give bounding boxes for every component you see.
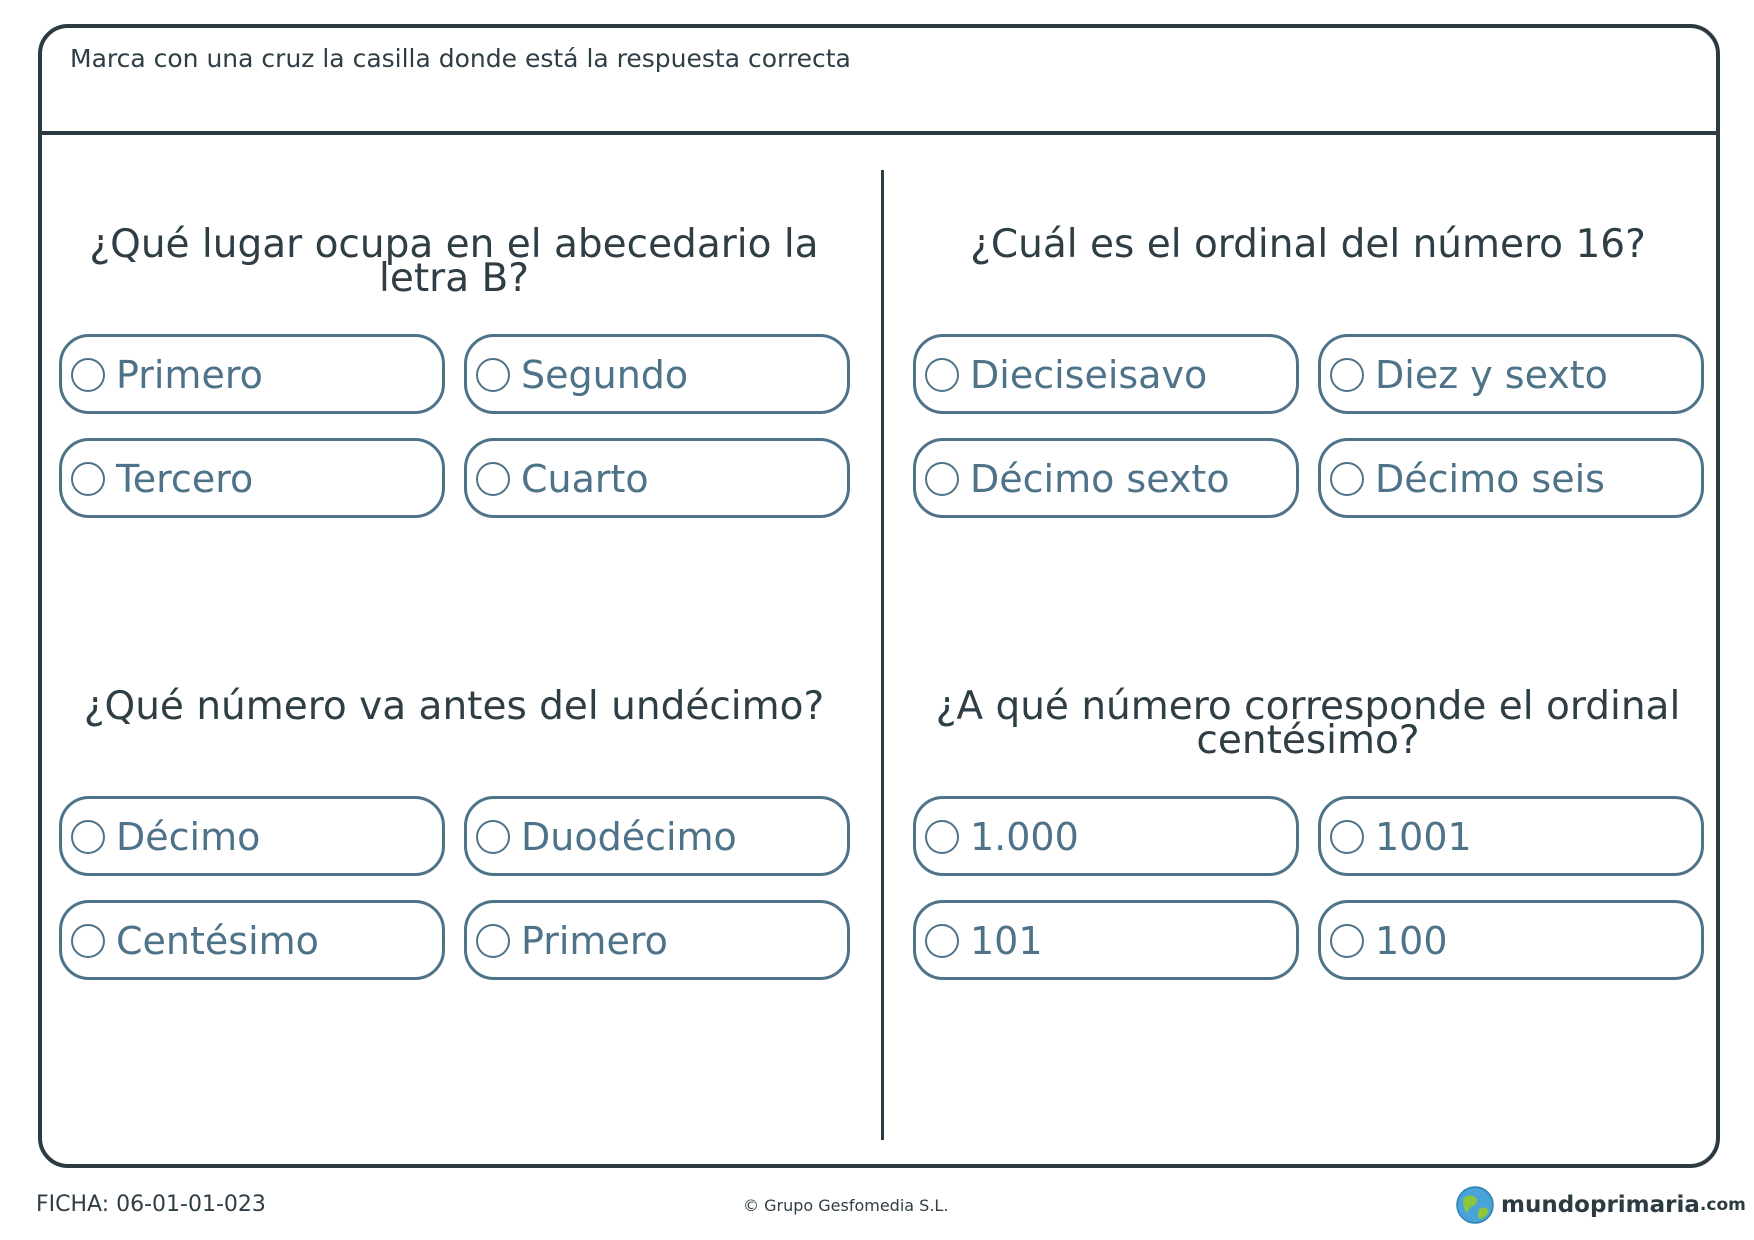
option-label: Diez y sexto bbox=[1375, 353, 1608, 397]
option-label: 101 bbox=[970, 919, 1043, 963]
radio-circle-icon[interactable] bbox=[1330, 820, 1364, 854]
q2-option-decimo-sexto[interactable] bbox=[913, 438, 1299, 518]
radio-circle-icon[interactable] bbox=[925, 820, 959, 854]
logo-domain: .com bbox=[1699, 1195, 1746, 1215]
option-label: 1001 bbox=[1375, 815, 1472, 859]
option-label: 1.000 bbox=[970, 815, 1079, 859]
q1-option-segundo[interactable] bbox=[464, 334, 850, 414]
radio-circle-icon[interactable] bbox=[925, 358, 959, 392]
radio-circle-icon[interactable] bbox=[476, 358, 510, 392]
option-label: Décimo bbox=[116, 815, 261, 859]
question-1-text: ¿Qué lugar ocupa en el abecedario la letra B? bbox=[89, 222, 819, 301]
q1-option-primero[interactable] bbox=[59, 334, 445, 414]
option-label: Duodécimo bbox=[521, 815, 737, 859]
option-label: Tercero bbox=[116, 457, 254, 501]
q2-option-dieciseisavo[interactable] bbox=[913, 334, 1299, 414]
q4-option-100[interactable] bbox=[1318, 900, 1704, 980]
option-label: Cuarto bbox=[521, 457, 649, 501]
q1-option-cuarto[interactable] bbox=[464, 438, 850, 518]
option-label: Dieciseisavo bbox=[970, 353, 1208, 397]
radio-circle-icon[interactable] bbox=[476, 462, 510, 496]
q3-option-centesimo[interactable] bbox=[59, 900, 445, 980]
radio-circle-icon[interactable] bbox=[71, 924, 105, 958]
q3-option-primero[interactable] bbox=[464, 900, 850, 980]
q2-option-decimo-seis[interactable] bbox=[1318, 438, 1704, 518]
q4-option-101[interactable] bbox=[913, 900, 1299, 980]
option-label: Décimo sexto bbox=[970, 457, 1230, 501]
radio-circle-icon[interactable] bbox=[476, 820, 510, 854]
radio-circle-icon[interactable] bbox=[71, 358, 105, 392]
question-3-text: ¿Qué número va antes del undécimo? bbox=[83, 684, 825, 729]
copyright-text: © Grupo Gesfomedia S.L. bbox=[743, 1196, 949, 1215]
radio-circle-icon[interactable] bbox=[476, 924, 510, 958]
radio-circle-icon[interactable] bbox=[925, 924, 959, 958]
option-label: 100 bbox=[1375, 919, 1448, 963]
q2-option-diez-y-sexto[interactable] bbox=[1318, 334, 1704, 414]
option-label: Centésimo bbox=[116, 919, 319, 963]
q3-option-duodecimo[interactable] bbox=[464, 796, 850, 876]
logo-wordmark: mundoprimaria bbox=[1501, 1192, 1700, 1218]
radio-circle-icon[interactable] bbox=[1330, 462, 1364, 496]
radio-circle-icon[interactable] bbox=[1330, 358, 1364, 392]
worksheet-frame bbox=[38, 24, 1720, 1168]
worksheet-id: FICHA: 06-01-01-023 bbox=[36, 1192, 266, 1217]
radio-circle-icon[interactable] bbox=[71, 462, 105, 496]
option-label: Décimo seis bbox=[1375, 457, 1605, 501]
site-logo bbox=[1455, 1183, 1746, 1227]
q4-option-1001[interactable] bbox=[1318, 796, 1704, 876]
q4-option-1000[interactable] bbox=[913, 796, 1299, 876]
globe-icon bbox=[1455, 1185, 1495, 1225]
option-label: Segundo bbox=[521, 353, 689, 397]
radio-circle-icon[interactable] bbox=[925, 462, 959, 496]
question-4-text: ¿A qué número corresponde el ordinal centésimo? bbox=[935, 684, 1681, 763]
q3-option-decimo[interactable] bbox=[59, 796, 445, 876]
header-divider bbox=[42, 131, 1716, 135]
radio-circle-icon[interactable] bbox=[71, 820, 105, 854]
question-2-text: ¿Cuál es el ordinal del número 16? bbox=[970, 222, 1646, 267]
column-divider bbox=[881, 170, 884, 1140]
option-label: Primero bbox=[521, 919, 668, 963]
radio-circle-icon[interactable] bbox=[1330, 924, 1364, 958]
q1-option-tercero[interactable] bbox=[59, 438, 445, 518]
option-label: Primero bbox=[116, 353, 263, 397]
instruction-text: Marca con una cruz la casilla donde está la respuesta correcta bbox=[70, 44, 851, 73]
